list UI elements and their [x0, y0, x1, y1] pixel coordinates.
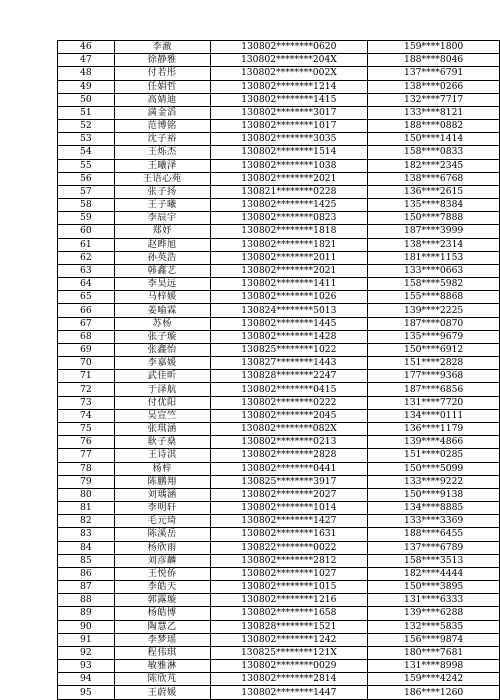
row-number-cell: 80	[58, 488, 115, 501]
row-number-cell: 63	[58, 264, 115, 277]
table-row	[58, 343, 500, 356]
table-row	[58, 646, 500, 659]
id-number-cell: 130802********0222	[210, 396, 368, 409]
id-number-cell: 130802********1242	[210, 633, 368, 646]
student-name-cell: 陈溪岳	[114, 528, 210, 541]
id-number-cell: 130802********002X	[210, 67, 368, 80]
student-name-cell: 王诗淇	[114, 449, 210, 462]
id-number-cell: 130821********0228	[210, 185, 368, 198]
row-number-cell: 60	[58, 225, 115, 238]
table-row	[58, 357, 500, 370]
id-number-cell: 130802********2027	[210, 488, 368, 501]
phone-number-cell: 138****6768	[368, 172, 500, 185]
phone-number-cell: 133****8121	[368, 106, 500, 119]
row-number-cell: 90	[58, 620, 115, 633]
table-row	[58, 567, 500, 580]
id-number-cell: 130824********5013	[210, 304, 368, 317]
id-number-cell: 130802********2011	[210, 251, 368, 264]
row-number-cell: 82	[58, 515, 115, 528]
phone-number-cell: 134****0111	[368, 409, 500, 422]
student-name-cell: 杨欣雨	[114, 541, 210, 554]
table-row	[58, 67, 500, 80]
table-row	[58, 133, 500, 146]
phone-number-cell: 150****6912	[368, 343, 500, 356]
student-name-cell: 张子璇	[114, 330, 210, 343]
table-row	[58, 172, 500, 185]
phone-number-cell: 180****7681	[368, 646, 500, 659]
phone-number-cell: 182****4444	[368, 567, 500, 580]
id-number-cell: 130802********1216	[210, 594, 368, 607]
id-number-cell: 130802********1631	[210, 528, 368, 541]
phone-number-cell: 138****0266	[368, 80, 500, 93]
phone-number-cell: 150****1414	[368, 133, 500, 146]
student-name-cell: 杨皓博	[114, 607, 210, 620]
row-number-cell: 48	[58, 67, 115, 80]
table-row	[58, 278, 500, 291]
student-name-cell: 李皓天	[114, 581, 210, 594]
phone-number-cell: 139****6288	[368, 607, 500, 620]
row-number-cell: 55	[58, 159, 115, 172]
phone-number-cell: 133****9222	[368, 475, 500, 488]
table-row	[58, 581, 500, 594]
phone-number-cell: 131****6333	[368, 594, 500, 607]
phone-number-cell: 187****3999	[368, 225, 500, 238]
id-number-cell: 130802********1425	[210, 199, 368, 212]
id-number-cell: 130802********1038	[210, 159, 368, 172]
table-row	[58, 541, 500, 554]
row-number-cell: 88	[58, 594, 115, 607]
id-number-cell: 130802********0415	[210, 383, 368, 396]
phone-number-cell: 133****3369	[368, 515, 500, 528]
phone-number-cell: 150****5099	[368, 462, 500, 475]
student-name-cell: 李梦瑶	[114, 633, 210, 646]
row-number-cell: 69	[58, 343, 115, 356]
table-row	[58, 620, 500, 633]
row-number-cell: 51	[58, 106, 115, 119]
id-number-cell: 130802********1658	[210, 607, 368, 620]
table-row	[58, 225, 500, 238]
row-number-cell: 86	[58, 567, 115, 580]
phone-number-cell: 150****9138	[368, 488, 500, 501]
phone-number-cell: 137****6789	[368, 541, 500, 554]
id-number-cell: 130802********1445	[210, 317, 368, 330]
table-row	[58, 93, 500, 106]
id-number-cell: 130802********1821	[210, 238, 368, 251]
row-number-cell: 89	[58, 607, 115, 620]
id-number-cell: 130828********1521	[210, 620, 368, 633]
row-number-cell: 56	[58, 172, 115, 185]
student-name-cell: 马梓媛	[114, 291, 210, 304]
student-name-cell: 苏杨	[114, 317, 210, 330]
id-number-cell: 130825********1022	[210, 343, 368, 356]
row-number-cell: 49	[58, 80, 115, 93]
student-name-cell: 李昊远	[114, 278, 210, 291]
id-number-cell: 130802********1415	[210, 93, 368, 106]
table-row	[58, 660, 500, 673]
table-row	[58, 449, 500, 462]
phone-number-cell: 135****9679	[368, 330, 500, 343]
id-number-cell: 130802********2021	[210, 172, 368, 185]
phone-number-cell: 138****2314	[368, 238, 500, 251]
row-number-cell: 93	[58, 660, 115, 673]
phone-number-cell: 136****1179	[368, 422, 500, 435]
phone-number-cell: 131****8998	[368, 660, 500, 673]
id-number-cell: 130802********1015	[210, 581, 368, 594]
table-row	[58, 212, 500, 225]
student-name-cell: 陈欣芃	[114, 673, 210, 686]
table-row	[58, 146, 500, 159]
id-number-cell: 130802********2812	[210, 554, 368, 567]
phone-number-cell: 187****6856	[368, 383, 500, 396]
phone-number-cell: 186****1260	[368, 686, 500, 699]
row-number-cell: 94	[58, 673, 115, 686]
roster-table	[57, 40, 500, 700]
student-name-cell: 王曦泽	[114, 159, 210, 172]
row-number-cell: 79	[58, 475, 115, 488]
table-row	[58, 396, 500, 409]
id-number-cell: 130802********1017	[210, 120, 368, 133]
row-number-cell: 77	[58, 449, 115, 462]
student-name-cell: 付若彤	[114, 67, 210, 80]
phone-number-cell: 177****9368	[368, 370, 500, 383]
table-row	[58, 554, 500, 567]
row-number-cell: 72	[58, 383, 115, 396]
table-row	[58, 436, 500, 449]
row-number-cell: 75	[58, 422, 115, 435]
id-number-cell: 130802********1027	[210, 567, 368, 580]
student-name-cell: 李嘉媛	[114, 357, 210, 370]
id-number-cell: 130802********1411	[210, 278, 368, 291]
id-number-cell: 130802********2045	[210, 409, 368, 422]
phone-number-cell: 136****2615	[368, 185, 500, 198]
row-number-cell: 91	[58, 633, 115, 646]
student-name-cell: 李明轩	[114, 502, 210, 515]
table-row	[58, 264, 500, 277]
phone-number-cell: 159****4242	[368, 673, 500, 686]
id-number-cell: 130802********204X	[210, 54, 368, 67]
student-name-cell: 任娟哲	[114, 80, 210, 93]
student-name-cell: 毛元琦	[114, 515, 210, 528]
table-row	[58, 528, 500, 541]
table-row	[58, 54, 500, 67]
student-name-cell: 吴宣竺	[114, 409, 210, 422]
phone-number-cell: 158****0833	[368, 146, 500, 159]
row-number-cell: 53	[58, 133, 115, 146]
id-number-cell: 130802********3035	[210, 133, 368, 146]
id-number-cell: 130802********2021	[210, 264, 368, 277]
roster-table-body	[58, 41, 500, 700]
student-name-cell: 韩鑫艺	[114, 264, 210, 277]
id-number-cell: 130825********121X	[210, 646, 368, 659]
student-name-cell: 沈子裕	[114, 133, 210, 146]
id-number-cell: 130802********0823	[210, 212, 368, 225]
table-row	[58, 159, 500, 172]
row-number-cell: 66	[58, 304, 115, 317]
row-number-cell: 52	[58, 120, 115, 133]
id-number-cell: 130802********1514	[210, 146, 368, 159]
student-name-cell: 武佳昕	[114, 370, 210, 383]
id-number-cell: 130827********1443	[210, 357, 368, 370]
phone-number-cell: 188****0882	[368, 120, 500, 133]
row-number-cell: 87	[58, 581, 115, 594]
phone-number-cell: 151****0285	[368, 449, 500, 462]
student-name-cell: 孙英浩	[114, 251, 210, 264]
row-number-cell: 57	[58, 185, 115, 198]
student-name-cell: 程伟琪	[114, 646, 210, 659]
student-name-cell: 姜喻霖	[114, 304, 210, 317]
student-name-cell: 高婧迪	[114, 93, 210, 106]
id-number-cell: 130802********3017	[210, 106, 368, 119]
id-number-cell: 130802********1427	[210, 515, 368, 528]
phone-number-cell: 132****7717	[368, 93, 500, 106]
student-name-cell: 王语心苑	[114, 172, 210, 185]
row-number-cell: 74	[58, 409, 115, 422]
table-row	[58, 199, 500, 212]
table-row	[58, 475, 500, 488]
phone-number-cell: 150****7888	[368, 212, 500, 225]
table-row	[58, 106, 500, 119]
table-row	[58, 291, 500, 304]
row-number-cell: 62	[58, 251, 115, 264]
id-number-cell: 130802********1014	[210, 502, 368, 515]
table-row	[58, 304, 500, 317]
student-name-cell: 郭露璇	[114, 594, 210, 607]
table-row	[58, 383, 500, 396]
phone-number-cell: 159****1800	[368, 41, 500, 54]
table-row	[58, 422, 500, 435]
table-row	[58, 686, 500, 699]
id-number-cell: 130802********2814	[210, 673, 368, 686]
row-number-cell: 68	[58, 330, 115, 343]
phone-number-cell: 181****1153	[368, 251, 500, 264]
student-name-cell: 王子曦	[114, 199, 210, 212]
phone-number-cell: 156****9874	[368, 633, 500, 646]
student-name-cell: 杨梓	[114, 462, 210, 475]
table-row	[58, 238, 500, 251]
row-number-cell: 78	[58, 462, 115, 475]
student-name-cell: 赵晔旭	[114, 238, 210, 251]
student-name-cell: 李澈	[114, 41, 210, 54]
phone-number-cell: 158****3513	[368, 554, 500, 567]
student-name-cell: 刘彦麟	[114, 554, 210, 567]
phone-number-cell: 132****5835	[368, 620, 500, 633]
id-number-cell: 130802********2828	[210, 449, 368, 462]
student-name-cell: 徐静雅	[114, 54, 210, 67]
row-number-cell: 71	[58, 370, 115, 383]
student-name-cell: 范博铭	[114, 120, 210, 133]
phone-number-cell: 137****6791	[368, 67, 500, 80]
student-roster-sheet	[57, 40, 500, 700]
row-number-cell: 92	[58, 646, 115, 659]
phone-number-cell: 188****8046	[368, 54, 500, 67]
student-name-cell: 耿子燊	[114, 436, 210, 449]
table-row	[58, 330, 500, 343]
table-row	[58, 462, 500, 475]
phone-number-cell: 131****7720	[368, 396, 500, 409]
phone-number-cell: 150****3895	[368, 581, 500, 594]
id-number-cell: 130802********0441	[210, 462, 368, 475]
phone-number-cell: 134****8885	[368, 502, 500, 515]
phone-number-cell: 135****8384	[368, 199, 500, 212]
phone-number-cell: 182****2345	[368, 159, 500, 172]
table-row	[58, 502, 500, 515]
id-number-cell: 130802********1428	[210, 330, 368, 343]
table-row	[58, 633, 500, 646]
student-name-cell: 张琪涵	[114, 422, 210, 435]
row-number-cell: 59	[58, 212, 115, 225]
table-row	[58, 41, 500, 54]
id-number-cell: 130802********0029	[210, 660, 368, 673]
student-name-cell: 王烁杰	[114, 146, 210, 159]
row-number-cell: 47	[58, 54, 115, 67]
student-name-cell: 张子扬	[114, 185, 210, 198]
table-row	[58, 607, 500, 620]
table-row	[58, 409, 500, 422]
phone-number-cell: 158****5982	[368, 278, 500, 291]
id-number-cell: 130828********2247	[210, 370, 368, 383]
phone-number-cell: 139****4866	[368, 436, 500, 449]
phone-number-cell: 139****2225	[368, 304, 500, 317]
student-name-cell: 郑妤	[114, 225, 210, 238]
student-name-cell: 陈鹏翔	[114, 475, 210, 488]
id-number-cell: 130802********1026	[210, 291, 368, 304]
row-number-cell: 76	[58, 436, 115, 449]
row-number-cell: 58	[58, 199, 115, 212]
phone-number-cell: 133****0663	[368, 264, 500, 277]
row-number-cell: 50	[58, 93, 115, 106]
id-number-cell: 130802********082X	[210, 422, 368, 435]
student-name-cell: 敏雅淋	[114, 660, 210, 673]
row-number-cell: 95	[58, 686, 115, 699]
table-row	[58, 251, 500, 264]
row-number-cell: 61	[58, 238, 115, 251]
phone-number-cell: 151****2828	[368, 357, 500, 370]
id-number-cell: 130825********3917	[210, 475, 368, 488]
table-row	[58, 120, 500, 133]
table-row	[58, 370, 500, 383]
student-name-cell: 付优阳	[114, 396, 210, 409]
id-number-cell: 130822********0022	[210, 541, 368, 554]
table-row	[58, 488, 500, 501]
student-name-cell: 王悦侨	[114, 567, 210, 580]
id-number-cell: 130802********1818	[210, 225, 368, 238]
id-number-cell: 130802********1447	[210, 686, 368, 699]
table-row	[58, 185, 500, 198]
student-name-cell: 王蔚媛	[114, 686, 210, 699]
id-number-cell: 130802********0213	[210, 436, 368, 449]
row-number-cell: 46	[58, 41, 115, 54]
id-number-cell: 130802********0620	[210, 41, 368, 54]
student-name-cell: 満金滔	[114, 106, 210, 119]
phone-number-cell: 188****6455	[368, 528, 500, 541]
phone-number-cell: 187****0870	[368, 317, 500, 330]
row-number-cell: 67	[58, 317, 115, 330]
row-number-cell: 84	[58, 541, 115, 554]
row-number-cell: 73	[58, 396, 115, 409]
row-number-cell: 70	[58, 357, 115, 370]
row-number-cell: 83	[58, 528, 115, 541]
row-number-cell: 65	[58, 291, 115, 304]
student-name-cell: 刘瑀涵	[114, 488, 210, 501]
student-name-cell: 陶慧乙	[114, 620, 210, 633]
table-row	[58, 317, 500, 330]
student-name-cell: 于泽航	[114, 383, 210, 396]
table-row	[58, 515, 500, 528]
row-number-cell: 85	[58, 554, 115, 567]
table-row	[58, 80, 500, 93]
table-row	[58, 594, 500, 607]
row-number-cell: 54	[58, 146, 115, 159]
table-row	[58, 673, 500, 686]
row-number-cell: 64	[58, 278, 115, 291]
phone-number-cell: 155****8868	[368, 291, 500, 304]
student-name-cell: 李辰宇	[114, 212, 210, 225]
id-number-cell: 130802********1214	[210, 80, 368, 93]
row-number-cell: 81	[58, 502, 115, 515]
student-name-cell: 张鑫怡	[114, 343, 210, 356]
